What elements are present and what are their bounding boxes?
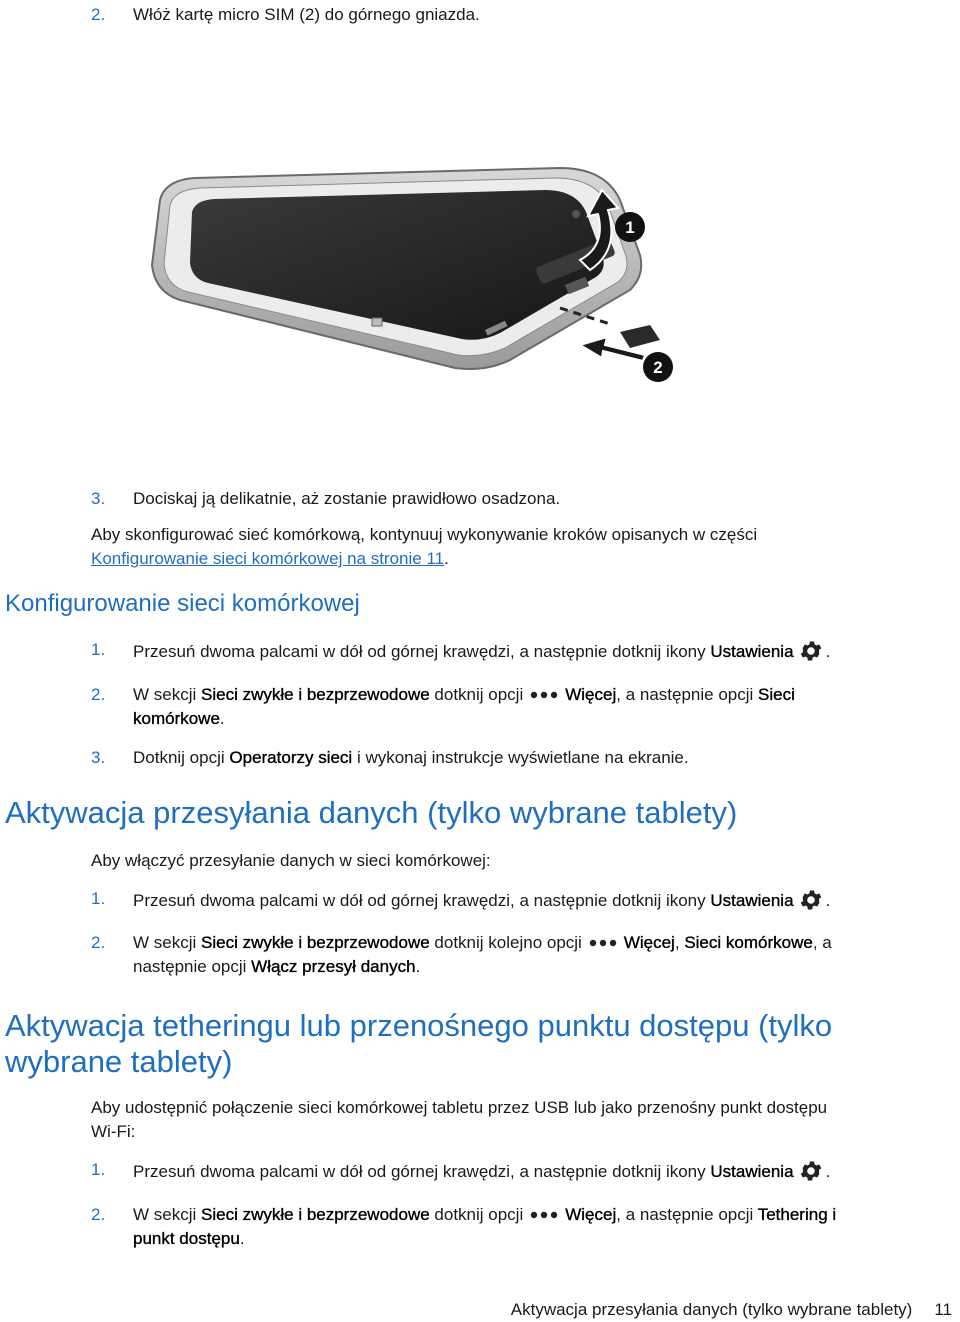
punctuation: . [239,1229,245,1248]
config-paragraph [91,523,921,571]
config-link[interactable]: Konfigurowanie sieci komórkowej na stronie 11 [91,549,445,568]
step-number: 1. [91,1160,106,1179]
section-heading-tethering [5,1008,945,1080]
gear-icon [798,638,824,664]
bold-term: Operatorzy sieci [229,748,353,767]
bold-term: Sieci zwykłe i bezprzewodowe [201,1205,430,1224]
text: , a następnie opcji [616,1205,754,1224]
punctuation: . [219,709,225,728]
step-text: Dociskaj ją delikatnie, aż zostanie prawidłowo osadzona. [133,489,561,508]
step-text [133,887,923,913]
footer-title: Aktywacja przesyłania danych (tylko wybrane tablety) [510,1300,913,1319]
heading-line: wybrane tablety) [5,1044,233,1079]
step-text [133,1158,923,1184]
svg-text:1: 1 [625,218,635,237]
step-number: 1. [91,640,106,659]
step-text [133,746,923,770]
bold-term: Włącz przesył danych [251,957,416,976]
step-number: 2. [91,1205,106,1224]
page-number: 11 [934,1300,952,1319]
gear-icon [798,1158,824,1184]
section-heading-config: Konfigurowanie sieci komórkowej [5,590,360,617]
more-dots-icon [529,690,559,700]
text: Wi-Fi: [91,1122,136,1141]
text: W sekcji [133,685,197,704]
bold-term: Sieci komórkowe [684,933,813,952]
punctuation: , [674,933,680,952]
punctuation: . [415,957,421,976]
text: następnie opcji [133,957,247,976]
text: Przesuń dwoma palcami w dół od górnej krawędzi, a następnie dotknij ikony [133,1162,706,1181]
step-text [133,931,923,979]
svg-text:2: 2 [653,358,663,377]
step-number: 2. [91,685,106,704]
text: Przesuń dwoma palcami w dół od górnej krawędzi, a następnie dotknij ikony [133,642,706,661]
text: W sekcji [133,933,197,952]
tablet-sim-figure [140,160,700,390]
punctuation: . [825,642,831,661]
text: Przesuń dwoma palcami w dół od górnej krawędzi, a następnie dotknij ikony [133,891,706,910]
settings-label: Ustawienia [710,1162,794,1181]
bold-term: punkt dostępu [133,1229,240,1248]
step-number: 3. [91,489,106,508]
step-number: 2. [91,5,106,24]
text: dotknij opcji [434,685,524,704]
callout-1 [615,212,645,242]
bold-term: Więcej [623,933,675,952]
more-dots-icon [529,1210,559,1220]
page-footer [511,1298,952,1322]
bold-term: Tethering i [757,1205,837,1224]
bold-term: Sieci [758,685,795,704]
text: i wykonaj instrukcje wyświetlane na ekranie. [356,748,689,767]
settings-label: Ustawienia [710,891,794,910]
bold-term: Więcej [565,1205,617,1224]
bold-term: Sieci zwykłe i bezprzewodowe [201,685,430,704]
text: dotknij opcji [434,1205,524,1224]
text: Aby udostępnić połączenie sieci komórkowej tabletu przez USB lub jako przenośny punkt dostępu [91,1098,828,1117]
gear-icon [798,887,824,913]
bold-term: komórkowe [133,709,220,728]
heading-line: Aktywacja tetheringu lub przenośnego punktu dostępu (tylko [5,1008,833,1043]
punctuation: . [444,549,449,568]
text: dotknij kolejno opcji [434,933,582,952]
data-intro: Aby włączyć przesyłanie danych w sieci komórkowej: [91,851,491,870]
text: W sekcji [133,1205,197,1224]
callout-2 [643,352,673,382]
step-number: 1. [91,889,106,908]
step-number: 2. [91,933,106,952]
text: , a następnie opcji [616,685,754,704]
step-text [133,638,923,664]
settings-label: Ustawienia [710,642,794,661]
paragraph-text: Aby skonfigurować sieć komórkową, kontynuuj wykonywanie kroków opisanych w części [91,525,758,544]
punctuation: . [825,1162,831,1181]
punctuation: . [825,891,831,910]
step-text: Włóż kartę micro SIM (2) do górnego gniazda. [133,5,480,24]
text: Dotknij opcji [133,748,225,767]
more-dots-icon [588,938,618,948]
step-text [133,1203,923,1251]
text: , a [812,933,832,952]
sim-card [560,308,660,348]
step-text [133,683,923,731]
tether-intro [91,1096,921,1144]
bold-term: Więcej [565,685,617,704]
bold-term: Sieci zwykłe i bezprzewodowe [201,933,430,952]
step-number: 3. [91,748,106,767]
section-heading-data: Aktywacja przesyłania danych (tylko wybrane tablety) [5,795,738,830]
